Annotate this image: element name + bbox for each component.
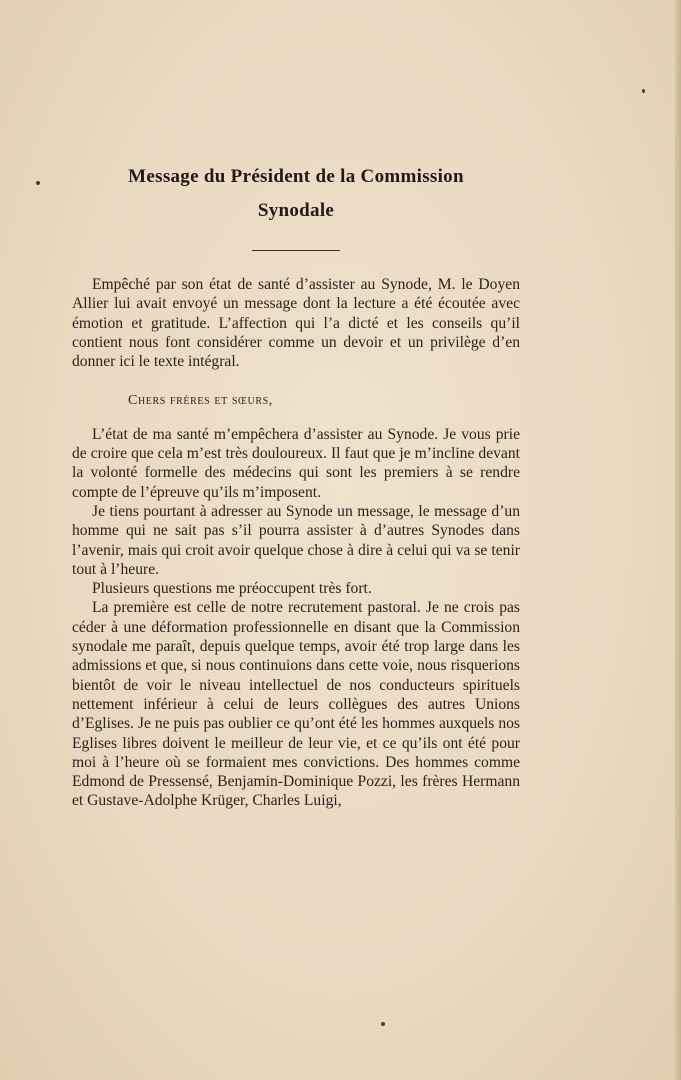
title-line-1: Message du Président de la Commission [128,166,464,187]
paper-speck [642,89,645,93]
body-paragraph: La première est celle de notre recrutement pastoral. Je ne crois pas céder à une déformation professionnelle en disant que la Commission synodale me paraît, depuis quelque temps, avoir été trop large dans les admissions et que, si nous continuions dans cette voie, nous risquerions bientôt de voir le niveau intellectuel de nos conducteurs spirituels nettement inférieur à celui de leurs collègues des autres Unions d’Eglises. Je ne puis pas oublier ce qu’ont été les hommes auxquels nos Eglises libres doivent le meilleur de leur vie, et ce qu’ils ont été pour moi à l’heure où se formaient mes convictions. Des hommes comme Edmond de Pressensé, Benjamin-Dominique Pozzi, les frères Hermann et Gustave-Adolphe Krüger, Charles Luigi, [72,599,520,810]
document-body [72,160,520,811]
paper-speck [381,1022,385,1026]
intro-paragraph: Empêché par son état de santé d’assister au Synode, M. le Doyen Allier lui avait envoyé un message dont la lecture a été écoutée avec émotion et gratitude. L’affection qui l’a dicté et les conseils qu’il contient nous font considérer comme un devoir et un privilège d’en donner ici le texte intégral. [72,276,520,371]
salutation: Chers frères et sœurs, [128,393,273,409]
page-edge [675,0,681,1080]
document-title [72,160,520,228]
body-paragraph: Plusieurs questions me préoccupent très fort. [92,580,372,598]
title-divider [252,250,340,251]
title-line-2: Synodale [257,200,335,221]
body-paragraph: Je tiens pourtant à adresser au Synode un message, le message d’un homme qui ne sait pas s’il pourra assister à d’autres Synodes dans l’avenir, mais qui croit avoir quelque chose à dire à celui qui va se tenir tout à l’heure. [72,502,520,578]
paper-speck [36,181,40,185]
body-paragraph: L’état de ma santé m’empêchera d’assister au Synode. Je vous prie de croire que cela m’est très douloureux. Il faut que je m’incline devant la volonté formelle des médecins qui sont les premiers à se rendre compte de l’épreuve qu’ils m’imposent. [72,425,520,501]
